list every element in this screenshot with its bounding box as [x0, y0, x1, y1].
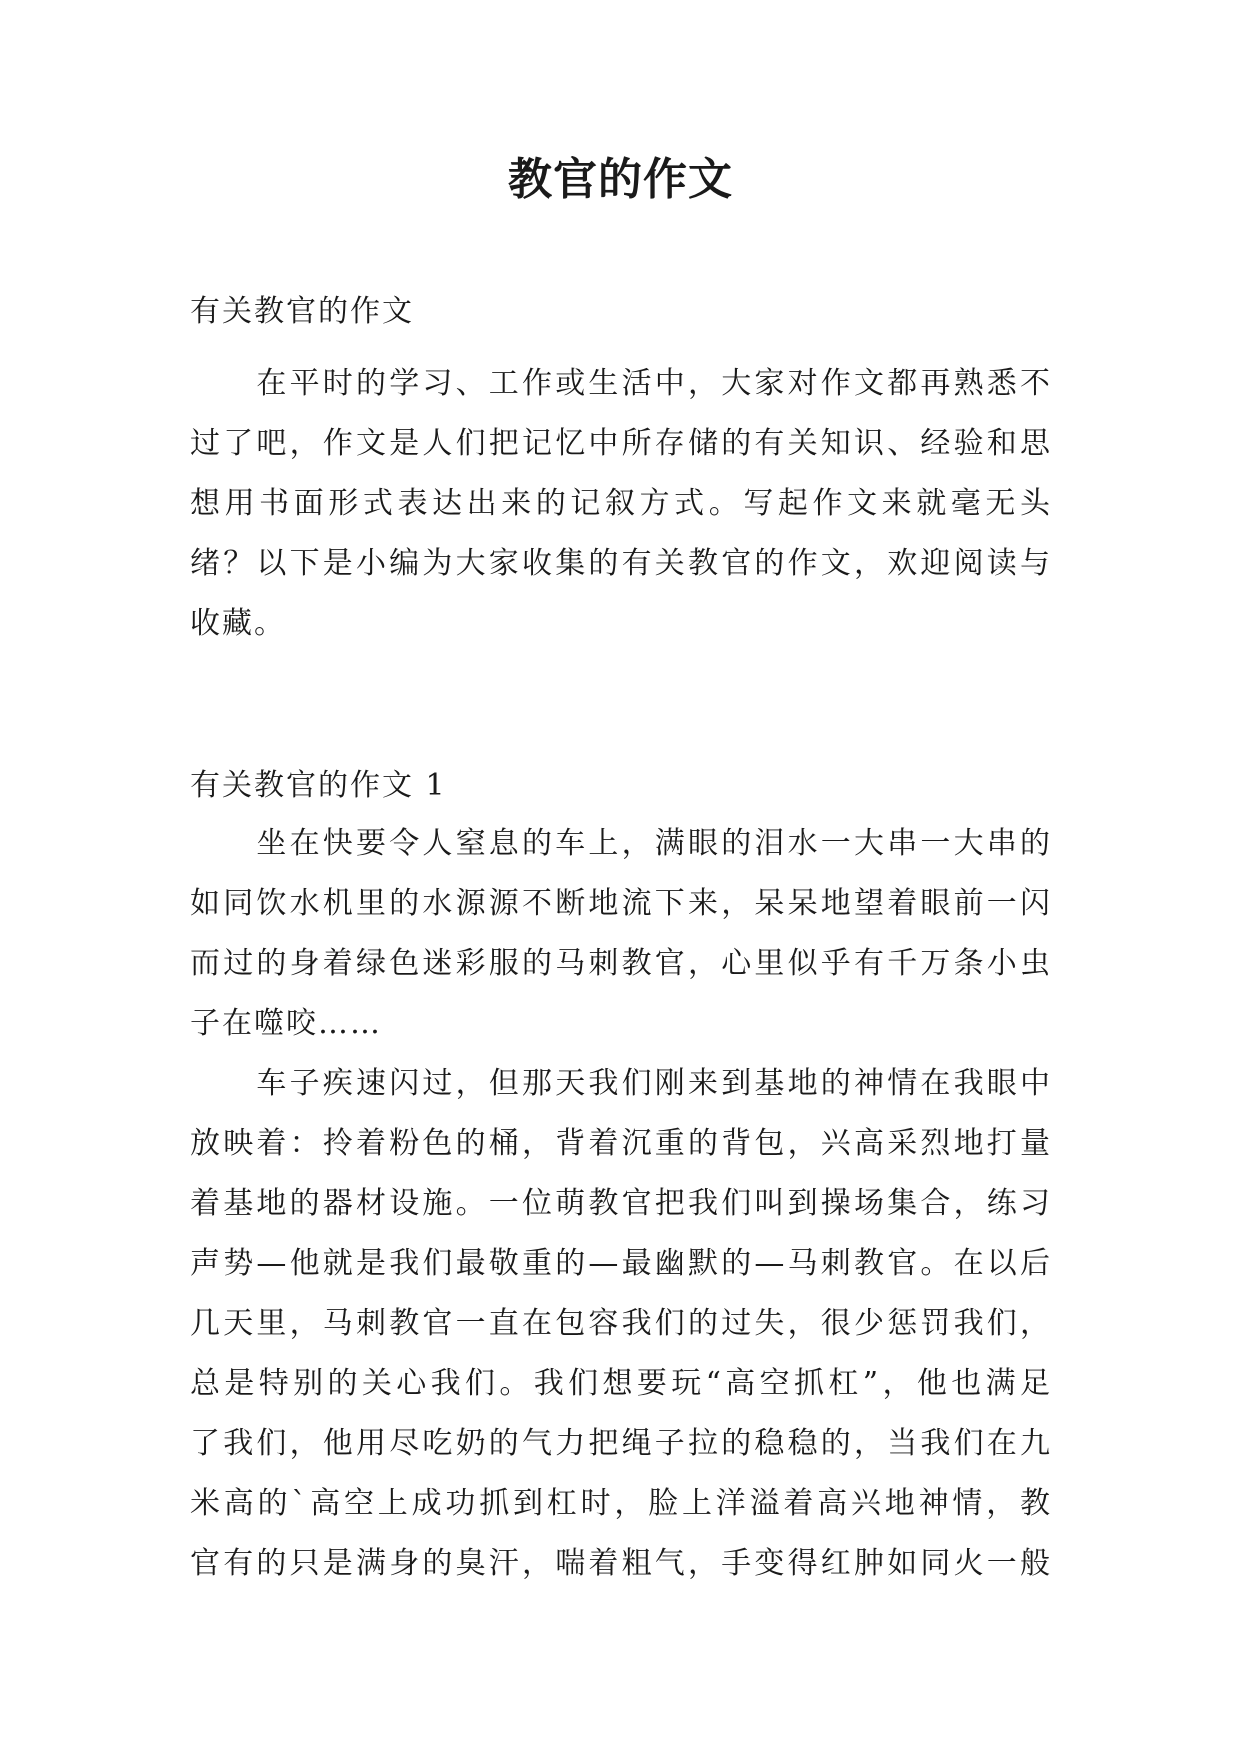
paragraph-line: 收藏。 [190, 606, 286, 641]
paragraph-line: 声势—他就是我们最敬重的—最幽默的—马刺教官。在以后 [190, 1246, 1050, 1281]
paragraph-line: 官有的只是满身的臭汗，喘着粗气，手变得红肿如同火一般 [190, 1546, 1050, 1581]
paragraph-line: 米高的`高空上成功抓到杠时，脸上洋溢着高兴地神情，教 [190, 1486, 1050, 1521]
paragraph-line: 子在噬咬…… [190, 1006, 382, 1041]
document-title: 教官的作文 [508, 154, 733, 205]
paragraph-line: 几天里，马刺教官一直在包容我们的过失，很少惩罚我们， [190, 1306, 1050, 1341]
story-paragraph-2 [190, 1054, 1050, 1594]
document-subtitle: 有关教官的作文 [190, 294, 414, 329]
paragraph-line: 在平时的学习、工作或生活中，大家对作文都再熟悉不 [190, 366, 1050, 401]
paragraph-line: 着基地的器材设施。一位萌教官把我们叫到操场集合，练习 [190, 1186, 1050, 1221]
paragraph-line: 过了吧，作文是人们把记忆中所存储的有关知识、经验和思 [190, 426, 1050, 461]
story-paragraph-1 [190, 814, 1050, 1054]
paragraph-line: 放映着：拎着粉色的桶，背着沉重的背包，兴高采烈地打量 [190, 1126, 1050, 1161]
section-heading: 有关教官的作文 1 [190, 768, 447, 803]
paragraph-line: 车子疾速闪过，但那天我们刚来到基地的神情在我眼中 [190, 1066, 1050, 1101]
paragraph-line: 总是特别的关心我们。我们想要玩“高空抓杠”，他也满足 [190, 1366, 1050, 1401]
intro-paragraph [190, 354, 1050, 654]
paragraph-line: 而过的身着绿色迷彩服的马刺教官，心里似乎有千万条小虫 [190, 946, 1050, 981]
paragraph-line: 如同饮水机里的水源源不断地流下来，呆呆地望着眼前一闪 [190, 886, 1050, 921]
paragraph-line: 了我们，他用尽吃奶的气力把绳子拉的稳稳的，当我们在九 [190, 1426, 1050, 1461]
paragraph-line: 想用书面形式表达出来的记叙方式。写起作文来就毫无头 [190, 486, 1050, 521]
paragraph-line: 坐在快要令人窒息的车上，满眼的泪水一大串一大串的 [190, 826, 1050, 861]
paragraph-line: 绪？以下是小编为大家收集的有关教官的作文，欢迎阅读与 [190, 546, 1050, 581]
